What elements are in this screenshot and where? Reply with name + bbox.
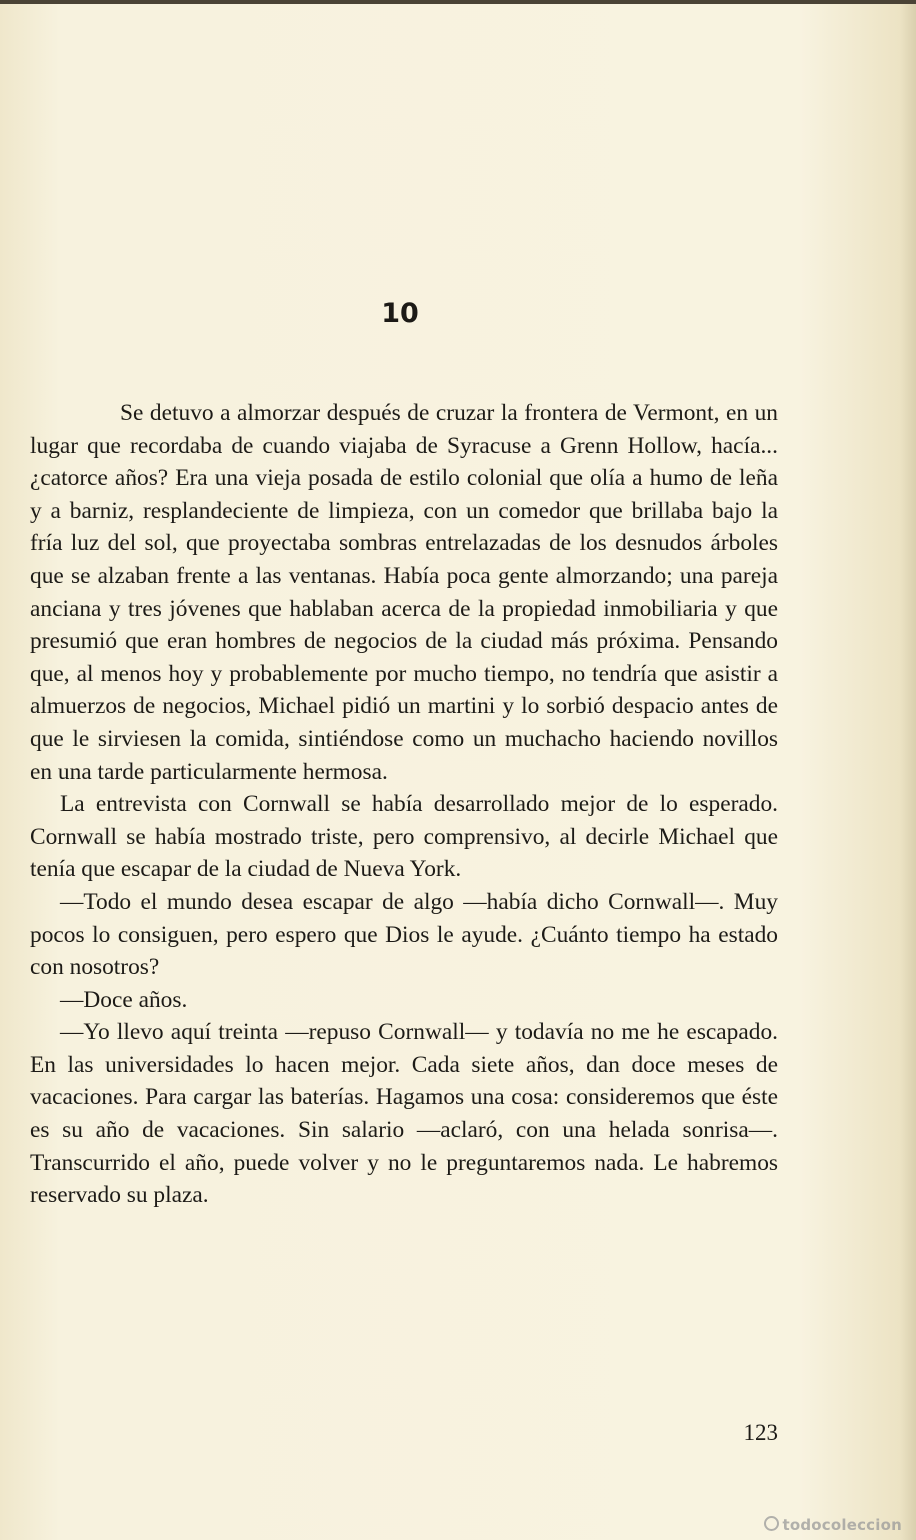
page-number: 123 <box>743 1420 778 1445</box>
paragraph: —Yo llevo aquí treinta —repuso Cornwall— y todavía no me he escapado. En las universidades lo hacen mejor. Cada siete años, dan doce meses de vacaciones. Para cargar las baterías. Hagamos una cosa: consideremos que éste es su año de vacaciones. Sin salario —aclaró, con una helada sonrisa—. Transcurrido el año, puede volver y no le preguntaremos nada. Le habremos reservado su plaza. <box>30 1019 778 1209</box>
paragraph: Se detuvo a almorzar después de cruzar la frontera de Vermont, en un lugar que recordaba de cuando viajaba de Syracuse a Grenn Hollow, hacía... ¿catorce años? Era una vieja posada de estilo colonial que olía a humo de leña y a barniz, resplandeciente de limpieza, con un comedor que brillaba bajo la fría luz del sol, que proyectaba sombras entrelazadas de los desnudos árboles que se alzaban frente a las ventanas. Había poca gente almorzando; una pareja anciana y tres jóvenes que hablaban acerca de la propiedad inmobiliaria y que presumió que eran hombres de negocios de la ciudad más próxima. Pensando que, al menos hoy y probablemente por mucho tiempo, no tendría que asistir a almuerzos de negocios, Michael pidió un martini y lo sorbió despacio antes de que le sirviesen la comida, sintiéndose como un muchacho haciendo novillos en una tarde particularmente hermosa. <box>30 400 778 785</box>
page-top-edge <box>0 0 916 4</box>
body-text <box>30 397 778 1212</box>
watermark-text: todocoleccion <box>782 1516 902 1534</box>
paragraph: —Todo el mundo desea escapar de algo —había dicho Cornwall—. Muy pocos lo consiguen, pero espero que Dios le ayude. ¿Cuánto tiempo ha estado con nosotros? <box>30 888 778 981</box>
watermark <box>764 1516 902 1534</box>
watermark-logo-icon <box>764 1516 779 1531</box>
paragraph: La entrevista con Cornwall se había desarrollado mejor de lo esperado. Cornwall se había mostrado triste, pero comprensivo, al decirle Michael que tenía que escapar de la ciudad de Nueva York. <box>30 791 778 883</box>
paragraph: —Doce años. <box>60 986 188 1013</box>
chapter-number: 10 <box>381 298 419 329</box>
